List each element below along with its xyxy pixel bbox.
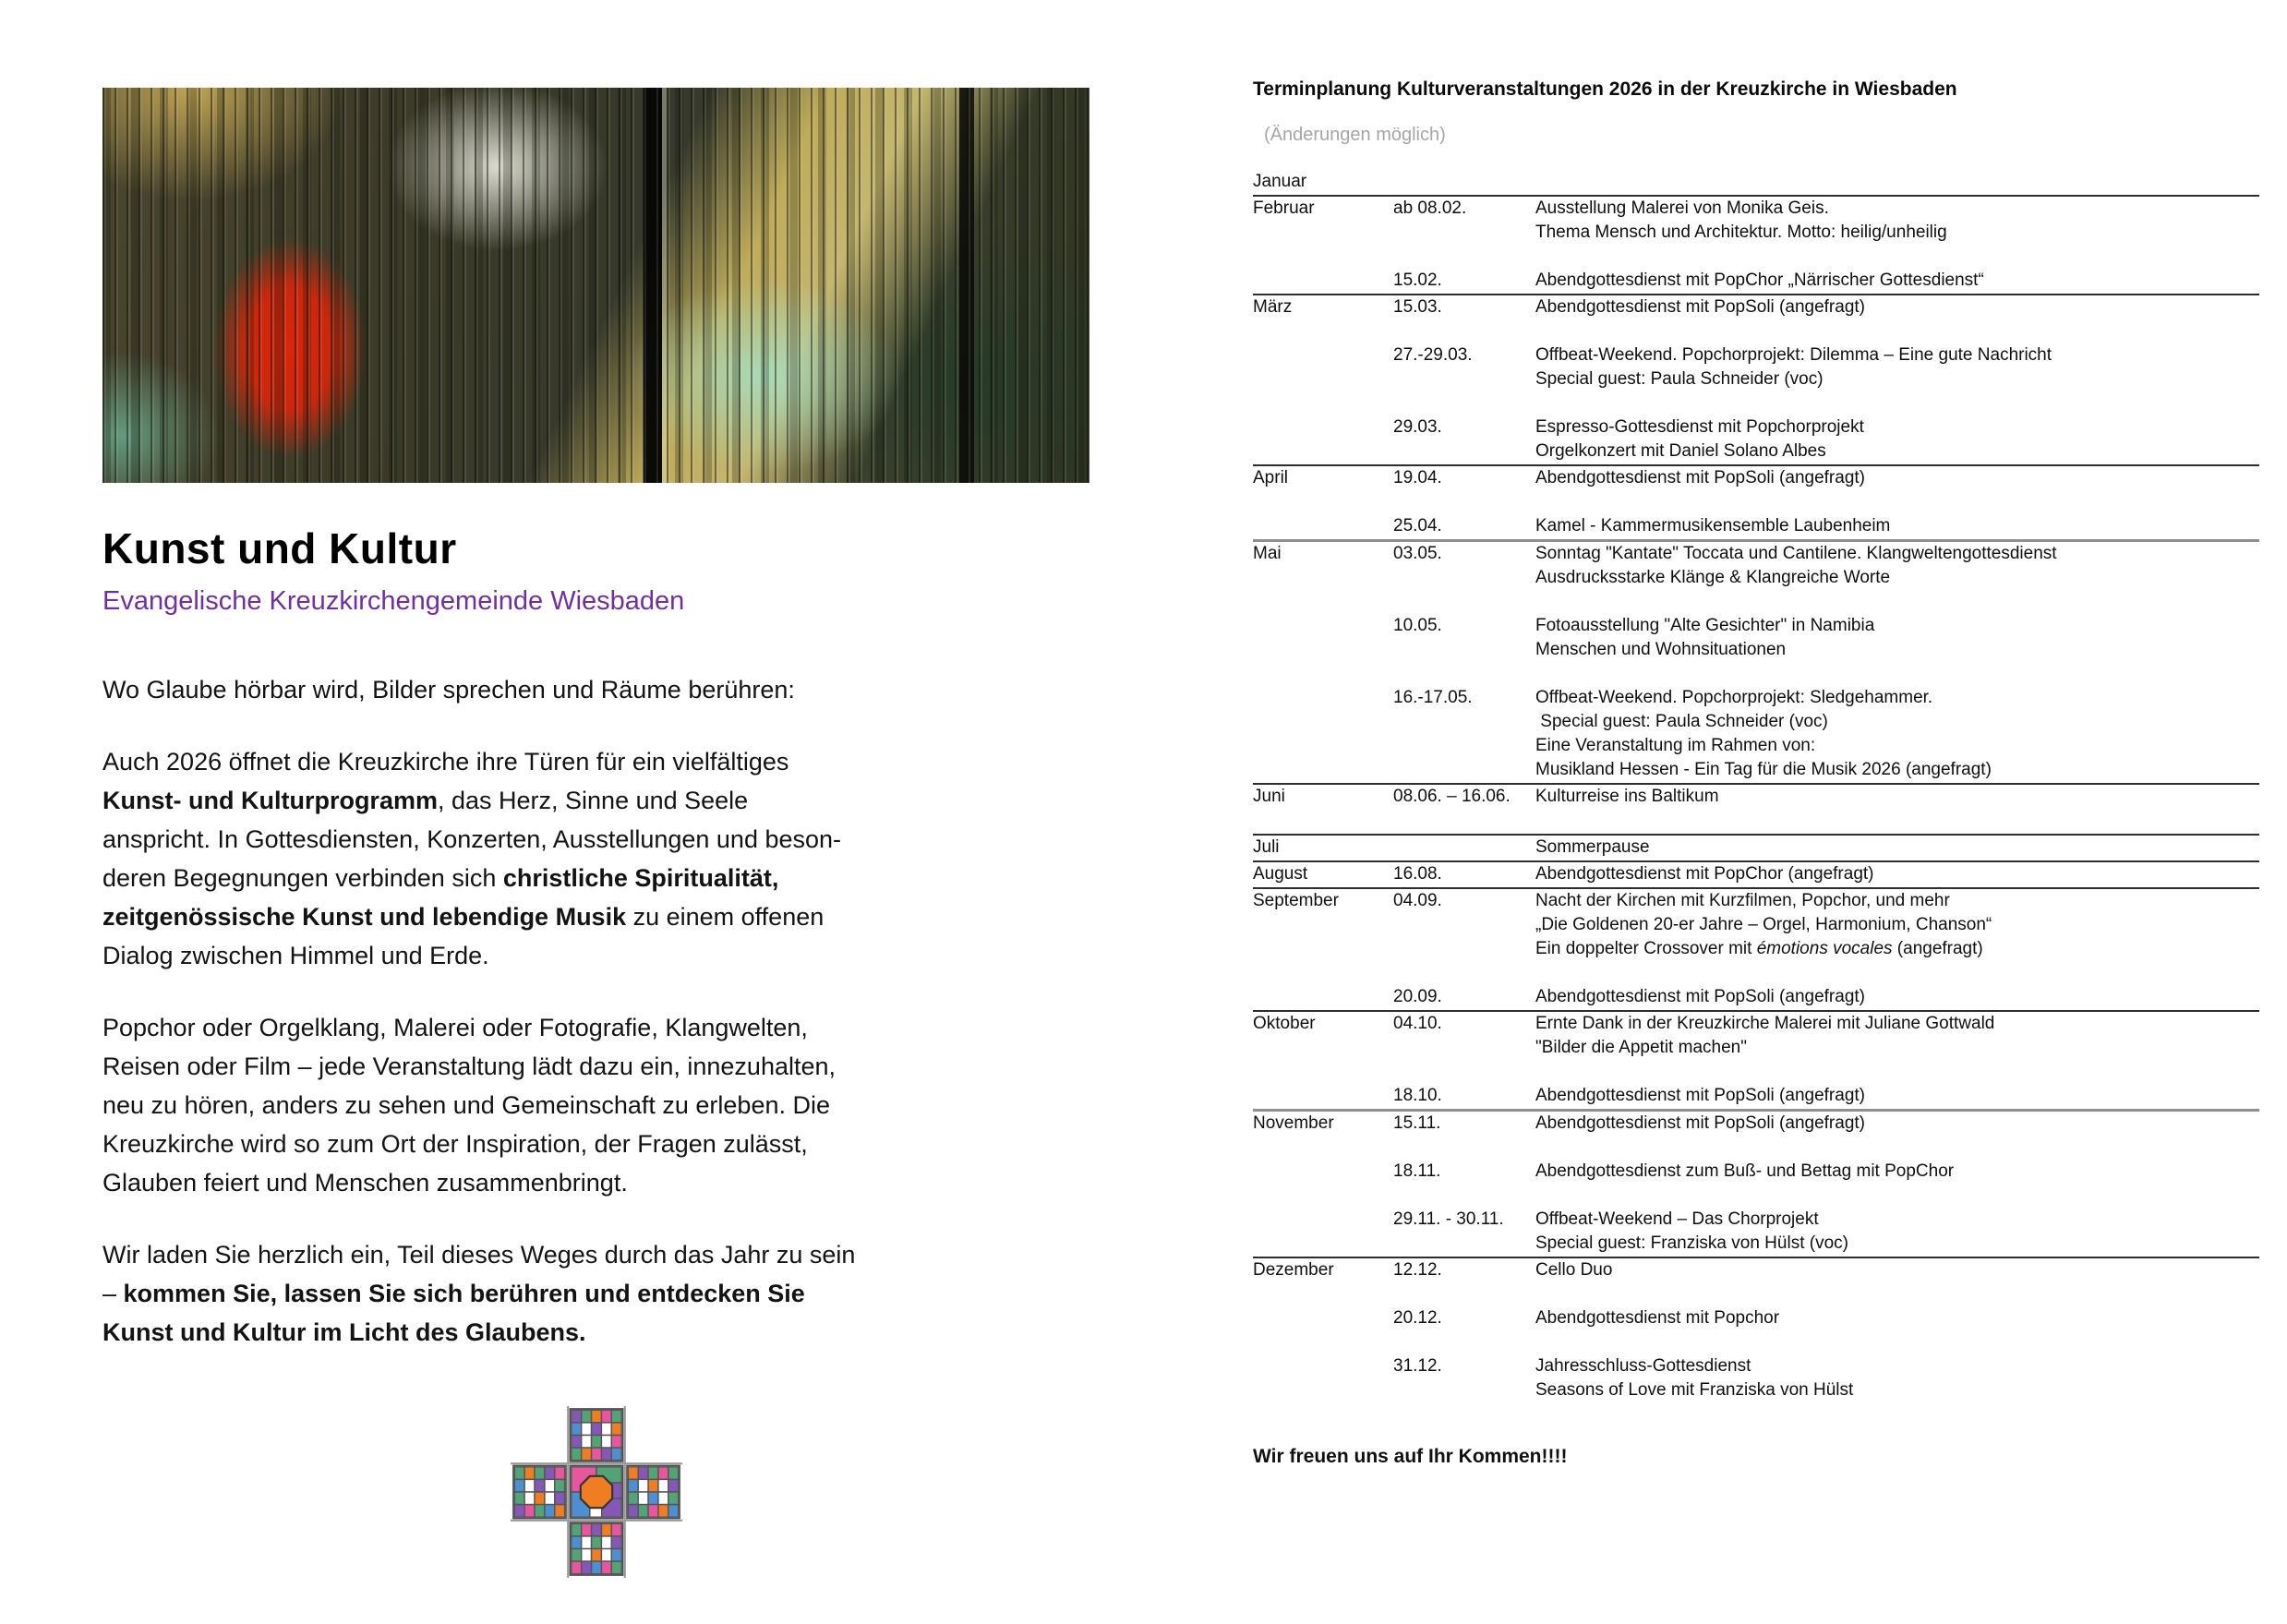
event-line: Abendgottesdienst mit PopSoli (angefragt) — [1535, 468, 1865, 487]
event-line: „Die Goldenen 20-er Jahre – Orgel, Harmonium, Chanson“ — [1535, 915, 1992, 934]
month-block — [1253, 1112, 2259, 1258]
month-label: Mai — [1253, 544, 1282, 563]
text-segment: Popchor oder Orgelklang, Malerei oder Fotografie, Klangwelten, — [102, 1014, 808, 1041]
event-line: Sommerpause — [1535, 837, 1650, 857]
event-description — [1535, 785, 2259, 809]
paragraph-line — [102, 1313, 1089, 1352]
event-description — [1535, 1012, 2259, 1060]
event-row — [1393, 836, 2259, 860]
event-date: 27.-29.03. — [1393, 345, 1473, 365]
month-block — [1253, 466, 2259, 542]
paragraph-line — [102, 820, 1089, 859]
event-line: Kulturreise ins Baltikum — [1535, 787, 1719, 806]
event-row — [1393, 269, 2259, 293]
event-date: 18.10. — [1393, 1086, 1442, 1105]
event-date: 04.09. — [1393, 891, 1442, 910]
text-segment: (angefragt) — [1892, 939, 1983, 958]
event-line: Ausstellung Malerei von Monika Geis. — [1535, 198, 1829, 218]
month-block — [1253, 889, 2259, 1012]
text-segment: Kunst und Kultur im Licht des Glaubens. — [102, 1318, 586, 1346]
paragraph-line — [102, 936, 1089, 975]
event-line — [1535, 937, 2259, 961]
left-page — [102, 88, 1089, 1385]
text-segment: christliche Spiritualität, — [502, 864, 779, 892]
event-date: 08.06. – 16.06. — [1393, 787, 1511, 806]
text-segment: zeitgenössische Kunst und lebendige Musik — [102, 903, 627, 931]
stained-glass-cross-svg — [511, 1406, 682, 1578]
month-block — [1253, 1012, 2259, 1112]
text-segment: émotions vocales — [1756, 939, 1893, 958]
event-row — [1393, 466, 2259, 490]
event-row — [1393, 542, 2259, 590]
event-line: Abendgottesdienst mit PopSoli (angefragt) — [1535, 297, 1865, 317]
text-segment: Kreuzkirche wird so zum Ort der Inspiration, der Fragen zulässt, — [102, 1130, 808, 1158]
event-description — [1535, 269, 2259, 293]
month-block — [1253, 785, 2259, 836]
event-row — [1393, 889, 2259, 961]
paragraph-line — [102, 1086, 1089, 1125]
event-description — [1535, 343, 2259, 391]
page-title: Kunst und Kultur — [102, 524, 457, 572]
month-label: März — [1253, 297, 1293, 317]
month-block — [1253, 170, 2259, 197]
text-segment: Glauben feiert und Menschen zusammenbringt. — [102, 1169, 628, 1197]
event-date: 20.09. — [1393, 987, 1442, 1006]
event-line: Abendgottesdienst zum Buß- und Bettag mit PopChor — [1535, 1161, 1955, 1181]
event-line: Special guest: Franziska von Hülst (voc) — [1535, 1233, 1848, 1253]
event-line: Special guest: Paula Schneider (voc) — [1535, 712, 1828, 731]
event-row — [1393, 295, 2259, 319]
text-segment: Auch 2026 öffnet die Kreuzkirche ihre Türen für ein vielfältiges — [102, 748, 789, 776]
event-row — [1393, 415, 2259, 463]
event-date: ab 08.02. — [1393, 198, 1467, 218]
month-label: November — [1253, 1113, 1334, 1133]
event-row — [1393, 1112, 2259, 1136]
paragraph-line — [102, 670, 1089, 709]
event-line: Abendgottesdienst mit PopSoli (angefragt) — [1535, 1113, 1865, 1133]
event-row — [1393, 1012, 2259, 1060]
month-label: Januar — [1253, 172, 1307, 191]
text-segment: deren Begegnungen verbinden sich — [102, 864, 503, 892]
event-row — [1393, 1306, 2259, 1330]
month-label: August — [1253, 864, 1308, 884]
schedule-footer: Wir freuen uns auf Ihr Kommen!!!! — [1253, 1446, 1568, 1467]
event-row — [1393, 1160, 2259, 1184]
event-description — [1535, 1084, 2259, 1108]
event-row — [1393, 343, 2259, 391]
event-line: Jahresschluss-Gottesdienst — [1535, 1356, 1751, 1376]
month-block — [1253, 1258, 2259, 1403]
schedule-table — [1253, 170, 2259, 1403]
text-segment: Ein doppelter Crossover mit — [1535, 939, 1757, 958]
event-line: Abendgottesdienst mit PopSoli (angefragt) — [1535, 987, 1865, 1006]
event-line: Cello Duo — [1535, 1260, 1613, 1280]
stained-glass-cross-logo — [511, 1406, 682, 1578]
event-line: Ernte Dank in der Kreuzkirche Malerei mit Juliane Gottwald — [1535, 1014, 1995, 1033]
paragraph-line — [102, 859, 1089, 897]
event-line: Orgelkonzert mit Daniel Solano Albes — [1535, 441, 1826, 461]
event-row — [1393, 1354, 2259, 1402]
event-line: Musikland Hessen - Ein Tag für die Musik 2026 (angefragt) — [1535, 760, 1992, 779]
event-row — [1393, 514, 2259, 538]
month-label: Dezember — [1253, 1260, 1334, 1280]
event-row — [1393, 1258, 2259, 1282]
schedule-title: Terminplanung Kulturveranstaltungen 2026 in der Kreuzkirche in Wiesbaden — [1253, 78, 1957, 100]
event-date: 25.04. — [1393, 516, 1442, 535]
event-date: 15.03. — [1393, 297, 1442, 317]
text-segment: neu zu hören, anders zu sehen und Gemeinschaft zu erleben. Die — [102, 1091, 830, 1119]
month-block — [1253, 862, 2259, 889]
month-label: Juli — [1253, 837, 1280, 857]
event-date: 19.04. — [1393, 468, 1442, 487]
paragraph-line — [102, 742, 1089, 781]
event-date: 16.-17.05. — [1393, 688, 1473, 707]
intro-paragraph — [102, 742, 1089, 975]
event-line: Abendgottesdienst mit PopChor „Närrischer Gottesdienst“ — [1535, 271, 1984, 290]
event-line: Eine Veranstaltung im Rahmen von: — [1535, 736, 1816, 755]
event-line: Abendgottesdienst mit PopChor (angefragt) — [1535, 864, 1874, 884]
text-segment: Wo Glaube hörbar wird, Bilder sprechen und Räume berühren: — [102, 676, 795, 704]
event-description — [1535, 889, 2259, 961]
event-description — [1535, 514, 2259, 538]
event-date: 15.11. — [1393, 1113, 1441, 1133]
event-date — [1393, 836, 1535, 860]
month-label: Juni — [1253, 787, 1285, 806]
paragraph-line — [102, 1008, 1089, 1047]
event-description — [1535, 542, 2259, 590]
text-segment: kommen Sie, lassen Sie sich berühren und entdecken Sie — [123, 1280, 805, 1307]
event-line: Offbeat-Weekend. Popchorprojekt: Dilemma – Eine gute Nachricht — [1535, 345, 2052, 365]
event-row — [1393, 197, 2259, 245]
event-description — [1535, 1208, 2259, 1256]
event-description — [1535, 862, 2259, 886]
intro-paragraphs — [102, 670, 1089, 1352]
organ-pipes-artwork-image — [102, 88, 1089, 483]
event-line: Sonntag "Kantate" Toccata und Cantilene. Klangweltengottesdienst — [1535, 544, 2057, 563]
paragraph-line — [102, 1047, 1089, 1086]
event-row — [1393, 862, 2259, 886]
intro-paragraph — [102, 1008, 1089, 1202]
event-description — [1535, 1112, 2259, 1136]
month-label: Februar — [1253, 198, 1315, 218]
event-date: 12.12. — [1393, 1260, 1442, 1280]
month-block — [1253, 197, 2259, 295]
event-description — [1535, 415, 2259, 463]
event-description — [1535, 1306, 2259, 1330]
text-segment: anspricht. In Gottesdiensten, Konzerten, Ausstellungen und beson- — [102, 825, 842, 853]
event-line: Offbeat-Weekend. Popchorprojekt: Sledgehammer. — [1535, 688, 1933, 707]
event-description — [1535, 1258, 2259, 1282]
event-date: 20.12. — [1393, 1308, 1442, 1328]
event-line: Offbeat-Weekend – Das Chorprojekt — [1535, 1209, 1819, 1229]
month-label: Oktober — [1253, 1014, 1316, 1033]
event-line: Abendgottesdienst mit Popchor — [1535, 1308, 1780, 1328]
event-line: Menschen und Wohnsituationen — [1535, 640, 1787, 659]
event-row — [1393, 1208, 2259, 1256]
event-description — [1535, 1354, 2259, 1402]
month-label: April — [1253, 468, 1289, 487]
paragraph-line — [102, 781, 1089, 820]
event-date: 18.11. — [1393, 1161, 1441, 1181]
paragraph-line — [102, 1235, 1089, 1274]
text-segment: Dialog zwischen Himmel und Erde. — [102, 942, 489, 969]
intro-paragraph — [102, 670, 1089, 709]
paragraph-line — [102, 897, 1089, 936]
event-description — [1535, 197, 2259, 245]
intro-paragraph — [102, 1235, 1089, 1352]
text-segment: Kunst- und Kulturprogramm — [102, 787, 438, 814]
text-segment: – — [102, 1280, 124, 1307]
text-segment: zu einem offenen — [626, 903, 825, 931]
event-row — [1393, 686, 2259, 782]
event-line: Abendgottesdienst mit PopSoli (angefragt) — [1535, 1086, 1865, 1105]
event-date: 29.11. - 30.11. — [1393, 1209, 1504, 1229]
event-row — [1393, 170, 2259, 194]
event-date: 03.05. — [1393, 544, 1442, 563]
event-date: 29.03. — [1393, 417, 1442, 437]
schedule-note: (Änderungen möglich) — [1264, 125, 1446, 145]
text-segment: Wir laden Sie herzlich ein, Teil dieses Weges durch das Jahr zu sein — [102, 1241, 856, 1269]
event-description — [1535, 686, 2259, 782]
event-line: Nacht der Kirchen mit Kurzfilmen, Popchor, und mehr — [1535, 891, 1950, 910]
event-line: Ausdrucksstarke Klänge & Klangreiche Worte — [1535, 568, 1891, 587]
event-date: 10.05. — [1393, 616, 1442, 635]
event-row — [1393, 785, 2259, 809]
event-description — [1535, 985, 2259, 1009]
event-description — [1535, 466, 2259, 490]
event-date: 16.08. — [1393, 864, 1442, 884]
event-date: 04.10. — [1393, 1014, 1442, 1033]
paragraph-line — [102, 1274, 1089, 1313]
event-line: Kamel - Kammermusikensemble Laubenheim — [1535, 516, 1891, 535]
event-line: Fotoausstellung "Alte Gesichter" in Namibia — [1535, 616, 1875, 635]
event-line: Thema Mensch und Architektur. Motto: heilig/unheilig — [1535, 223, 1947, 242]
month-block — [1253, 295, 2259, 466]
text-segment: Reisen oder Film – jede Veranstaltung lädt dazu ein, innezuhalten, — [102, 1053, 837, 1080]
event-line: Special guest: Paula Schneider (voc) — [1535, 369, 1824, 389]
event-date: 15.02. — [1393, 271, 1442, 290]
paragraph-line — [102, 1125, 1089, 1163]
event-date: 31.12. — [1393, 1356, 1442, 1376]
event-line: Seasons of Love mit Franziska von Hülst — [1535, 1380, 1854, 1400]
text-segment: , das Herz, Sinne und Seele — [437, 787, 749, 814]
event-description — [1535, 836, 2259, 860]
event-description — [1535, 295, 2259, 319]
event-row — [1393, 1084, 2259, 1108]
right-page — [1253, 78, 2259, 1468]
event-description — [1535, 1160, 2259, 1184]
month-label: September — [1253, 891, 1339, 910]
event-description — [1535, 614, 2259, 662]
month-block — [1253, 542, 2259, 785]
paragraph-line — [102, 1163, 1089, 1202]
page-subtitle: Evangelische Kreuzkirchengemeinde Wiesbaden — [102, 586, 685, 616]
event-row — [1393, 614, 2259, 662]
event-line: "Bilder die Appetit machen" — [1535, 1038, 1747, 1057]
month-block — [1253, 836, 2259, 862]
event-row — [1393, 985, 2259, 1009]
event-line: Espresso-Gottesdienst mit Popchorprojekt — [1535, 417, 1864, 437]
